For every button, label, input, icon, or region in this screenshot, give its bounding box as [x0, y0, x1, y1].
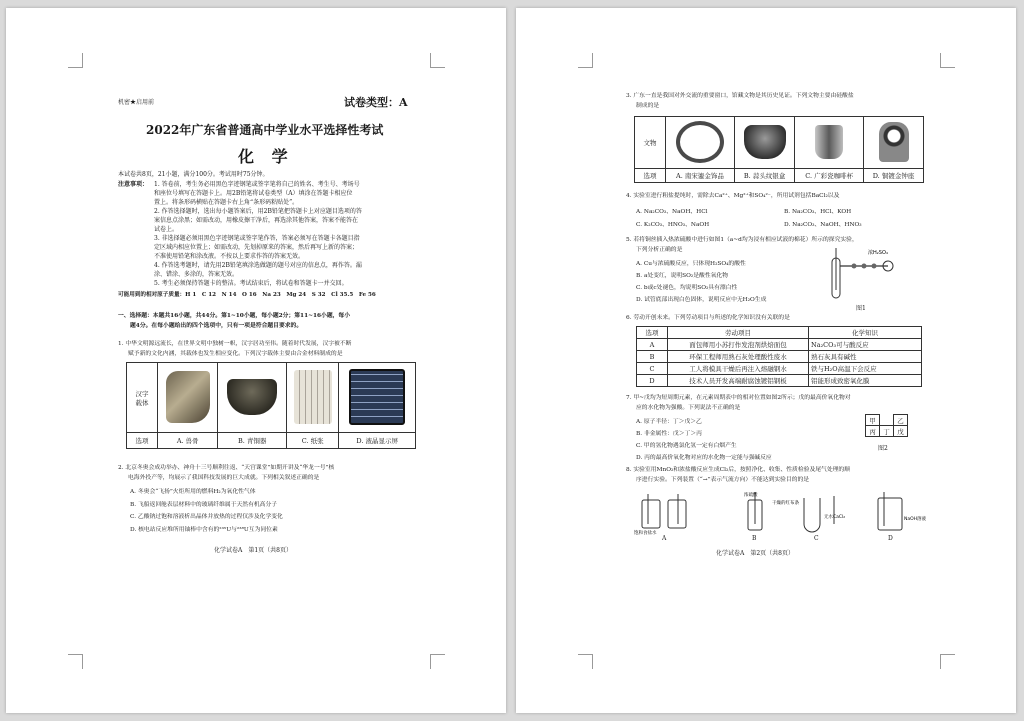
- notice-line: 5. 考生必须保持答题卡的整洁。考试结束后，将试卷和答题卡一并交回。: [154, 280, 348, 287]
- grid-cell: 戊: [894, 426, 908, 437]
- option-a: A. 冬奥会“飞扬”火炬所用的燃料H₂为氧化性气体: [130, 489, 256, 495]
- exam-page-2: [516, 8, 1016, 713]
- apparatus-label: 浓硫酸: [744, 493, 758, 498]
- table-cell: 面包师用小苏打作发泡剂烘焙面包: [668, 339, 809, 351]
- table-cell: A: [637, 339, 668, 351]
- table-row-label: 文物: [635, 117, 666, 169]
- option-a: A. Cu与浓硫酸反应，只体现H₂SO₄的酸性: [636, 261, 746, 267]
- option-c: C. 甲的氢化物遇氯化氢一定有白烟产生: [636, 443, 737, 449]
- table-cell: 环保工程师用熟石灰处理酸性废水: [668, 351, 809, 363]
- option-b: B. 蒜头纹银盒: [734, 169, 794, 183]
- question-7-stem: 7. 甲~戊均为短周期元素，在元素周期表中的相对位置如图2所示；戊的最高价氧化物对: [626, 395, 851, 401]
- crop-mark: [68, 53, 83, 68]
- table-cell: 铝能形成致密氧化膜: [809, 375, 922, 387]
- page-footer: 化学试卷A 第2页（共8页）: [716, 550, 794, 557]
- apparatus-label: NaOH溶液: [904, 517, 927, 522]
- clock-stand-image: [864, 117, 924, 169]
- option-b: B. 飞船返回舱表层材料中的玻璃纤维属于天然有机高分子: [130, 501, 278, 508]
- figure-1-apparatus: [828, 244, 898, 306]
- crop-mark: [68, 654, 83, 669]
- paper-scroll-image: [287, 363, 339, 433]
- option-b: B: [752, 535, 757, 542]
- lcd-screen-image: [339, 363, 416, 433]
- table-row: [637, 339, 922, 351]
- option-d: D. 试管底部出现白色固体，说明反应中无H₂O生成: [636, 297, 767, 303]
- option-c: C. 乙酸钠过饱和溶液析出晶体并放热的过程仅涉及化学变化: [130, 514, 283, 520]
- section-1-heading: 一、选择题：本题共16小题，共44分。第1~10小题，每小题2分；第11~16小题，每小: [118, 313, 351, 319]
- option-label: 选项: [635, 169, 666, 183]
- question-8-apparatus: [634, 490, 934, 536]
- notice-line: 不准使用铅笔和涂改液。不按以上要求作答的答案无效。: [154, 253, 305, 260]
- question-2-options: [130, 486, 430, 536]
- notice-label: 注意事项：: [118, 181, 149, 188]
- grid-cell: 丙: [866, 426, 880, 437]
- intro-text: 本试卷共8页，21小题，满分100分。考试用时75分钟。: [118, 171, 269, 178]
- section-1-heading-2: 题4分。在每小题给出的四个选项中，只有一项是符合题目要求的。: [130, 323, 303, 329]
- atomic-mass-line: 可能用到的相对原子质量：H 1 C 12 N 14 O 16 Na 23 Mg 24 S 32 Cl 35.5 Fe 56: [118, 292, 376, 298]
- question-5-options: [636, 258, 846, 306]
- option-a: A. 兽骨: [158, 433, 218, 449]
- question-3-table: [634, 116, 924, 183]
- figure-2-periodic-grid: [852, 414, 908, 437]
- porcelain-cup-image: [795, 117, 864, 169]
- option-b: B. 非金属性：戊＞丁＞丙: [636, 431, 702, 437]
- exam-page-1: [6, 8, 506, 713]
- option-d: D. 丙的最高价氧化物对应的水化物一定能与强碱反应: [636, 455, 772, 461]
- option-c: C. K₂CO₃、HNO₃、NaOH: [636, 222, 710, 228]
- grid-cell: 甲: [866, 415, 880, 426]
- option-c: C. 纸张: [287, 433, 339, 449]
- question-1-stem-2: 赋予新的文化内涵，其载体也发生相应变化。下列汉字载体主要由合金材料制成的是: [128, 351, 343, 357]
- crop-mark: [940, 53, 955, 68]
- table-cell: 技术人员开发高端耐腐蚀镀铝钢板: [668, 375, 809, 387]
- option-d: D. 铜镀金钟座: [864, 169, 924, 183]
- gold-ornament-image: [666, 117, 735, 169]
- paper-type: 试卷类型：A: [344, 96, 408, 109]
- bone-image: [158, 363, 218, 433]
- table-cell: D: [637, 375, 668, 387]
- question-1-stem: 1. 中华文明源远流长，在世界文明中独树一帜，汉字居功至伟。随着时代发展，汉字被不断: [118, 341, 352, 347]
- option-c: C. 广彩瓷咖啡杯: [795, 169, 864, 183]
- question-6-stem: 6. 劳动开创未来。下列劳动项目与所述的化学知识没有关联的是: [626, 315, 790, 321]
- notice-line: 1. 答卷前，考生务必用黑色字迹钢笔或签字笔将自己的姓名、考生号、考场号: [154, 181, 360, 188]
- question-5-stem: 5. 若将铜丝插入热浓硫酸中进行如图1（a~d均为浸有相应试液的棉花）所示的探究实验，: [626, 237, 858, 243]
- table-cell: Na₂CO₃可与酸反应: [809, 339, 922, 351]
- option-a: A. 原子半径：丁＞戊＞乙: [636, 419, 702, 425]
- question-3-stem-2: 制成的是: [636, 103, 660, 109]
- question-3-stem: 3. 广东一直是我国对外交流的重要窗口，馆藏文物是其历史见证。下列文物主要由硅酸盐: [626, 93, 854, 99]
- question-2-stem: 2. 北京冬奥会成功举办、神舟十三号顺利往返、“天宫课堂”如期开讲及“华龙一号”核: [118, 465, 335, 471]
- table-cell: B: [637, 351, 668, 363]
- crop-mark: [578, 53, 593, 68]
- option-a: A. Na₂CO₃、NaOH、HCl: [636, 209, 708, 215]
- exam-title: 2022年广东省普通高中学业水平选择性考试: [146, 123, 384, 137]
- question-7-options: [636, 416, 856, 464]
- page-footer: 化学试卷A 第1页（共8页）: [214, 547, 292, 554]
- apparatus-label: 干燥的红布条: [772, 501, 799, 506]
- notice-line: 和座位号填写在答题卡上。用2B铅笔将试卷类型（A）填涂在答题卡相应位: [154, 190, 353, 197]
- option-c: C: [814, 535, 819, 542]
- apparatus-label: 无水CaCl₂: [824, 515, 846, 520]
- option-d: D. Na₂CO₃、NaOH、HNO₃: [784, 222, 862, 228]
- subject-title: 化 学: [238, 147, 294, 166]
- table-row-label: 汉字 载体: [127, 363, 158, 433]
- table-header: 选项: [637, 327, 668, 339]
- question-1-table: [126, 362, 416, 449]
- silver-box-image: [734, 117, 794, 169]
- question-4-options: [636, 206, 936, 232]
- figure-2-caption: 图2: [878, 445, 888, 452]
- notice-line: 3. 非选择题必须用黑色字迹钢笔或签字笔作答，答案必须写在答题卡各题目指: [154, 235, 360, 242]
- apparatus-label: 饱和食盐水: [634, 531, 657, 536]
- secret-label: 机密★启用前: [118, 99, 155, 106]
- option-d: D. 核电站反应堆所用铀棒中含有的²³⁵U与²³⁸U互为同位素: [130, 526, 278, 533]
- notice-line: 2. 作答选择题时，选出每小题答案后，用2B铅笔把答题卡上对应题目选项的答: [154, 208, 362, 215]
- bronze-vessel-image: [218, 363, 287, 433]
- table-header: 劳动项目: [668, 327, 809, 339]
- option-a: A. 南宋鎏金饰品: [666, 169, 735, 183]
- crop-mark: [578, 654, 593, 669]
- notice-line: 置上。将条形码横贴在答题卡右上角“条形码粘贴处”。: [154, 199, 299, 206]
- option-a: A: [662, 535, 667, 542]
- notice-list: [154, 180, 454, 288]
- grid-cell: 丁: [880, 426, 894, 437]
- notice-line: 案信息点涂黑；如需改动，用橡皮擦干净后，再选涂其他答案，答案不能答在: [154, 217, 359, 224]
- table-row: [637, 363, 922, 375]
- grid-cell: 乙: [894, 415, 908, 426]
- option-b: B. Na₂CO₃、HCl、KOH: [784, 209, 852, 215]
- question-8-stem-2: 序进行实验。下列装置（“→”表示气流方向）不能达到实验目的的是: [636, 477, 810, 483]
- option-label: 选项: [127, 433, 158, 449]
- crop-mark: [430, 654, 445, 669]
- question-6-table: [636, 326, 922, 387]
- notice-line: 定区域内相应位置上；如需改动，先划掉原来的答案，然后再写上新的答案；: [154, 244, 359, 251]
- figure-1-label: 浓H₂SO₄: [868, 250, 888, 256]
- crop-mark: [940, 654, 955, 669]
- option-d: D. 液晶显示屏: [339, 433, 416, 449]
- question-2-stem-2: 电海外投产等，均展示了我国科技发展的巨大成就。下列相关叙述正确的是: [128, 475, 320, 481]
- table-row: [637, 375, 922, 387]
- option-b: B. a处变红，说明SO₂是酸性氧化物: [636, 273, 729, 279]
- option-d: D: [888, 535, 893, 542]
- question-5-stem-2: 下列分析正确的是: [636, 247, 683, 253]
- table-header: 化学知识: [809, 327, 922, 339]
- crop-mark: [430, 53, 445, 68]
- notice-line: 4. 作答选考题时，请先用2B铅笔填涂选做题的题号对应的信息点，再作答。漏: [154, 262, 362, 269]
- table-cell: 工人将模具干燥后再注入熔融钢水: [668, 363, 809, 375]
- notice-line: 试卷上。: [154, 226, 179, 233]
- option-c: C. b或c处褪色，均说明SO₂具有漂白性: [636, 285, 738, 291]
- table-row: [637, 351, 922, 363]
- question-8-stem: 8. 实验室用MnO₂和浓盐酸反应生成Cl₂后，按照净化、收集、性质检验及尾气处理的顺: [626, 467, 851, 473]
- question-4-stem: 4. 实验室进行粗盐提纯时，需除去Ca²⁺、Mg²⁺和SO₄²⁻，所用试剂包括BaCl₂以及: [626, 193, 840, 199]
- table-cell: 熟石灰具有碱性: [809, 351, 922, 363]
- option-b: B. 青铜器: [218, 433, 287, 449]
- table-cell: C: [637, 363, 668, 375]
- table-cell: 铁与H₂O高温下会反应: [809, 363, 922, 375]
- figure-1-caption: 图1: [856, 305, 866, 312]
- question-7-stem-2: 应的水化物为强酸。下列说法不正确的是: [636, 405, 741, 411]
- notice-line: 涂、错涂、多涂的，答案无效。: [154, 271, 239, 278]
